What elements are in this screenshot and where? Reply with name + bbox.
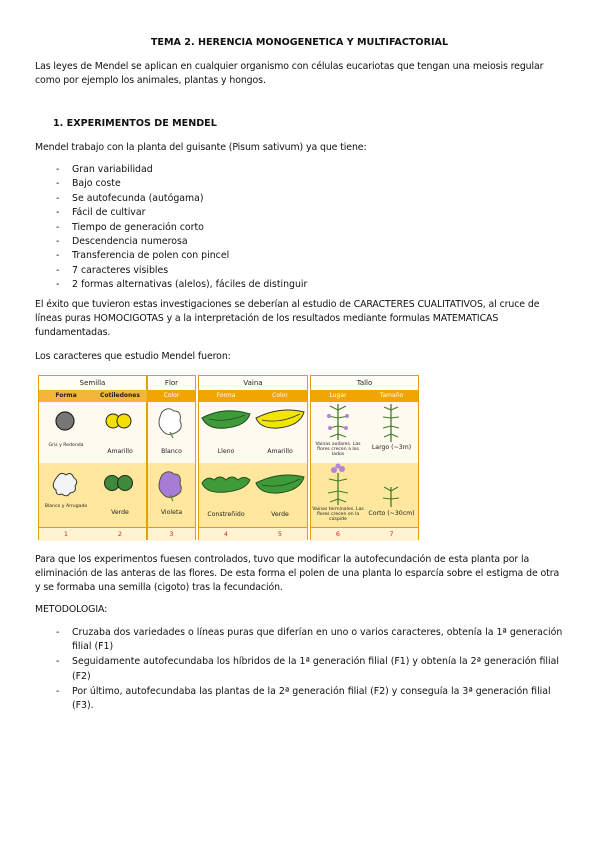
list-item: - Gran variabilidad	[35, 163, 307, 177]
group-flor	[147, 375, 196, 540]
short-stem-plant-icon	[383, 487, 399, 507]
group-header: Semilla	[39, 376, 146, 391]
trait-label: Corto (~30cm)	[368, 510, 415, 517]
trait-label: Largo (~3m)	[371, 444, 412, 451]
character-number: 4	[223, 530, 229, 538]
list-item: - Fácil de cultivar	[35, 206, 307, 220]
list-item: - Seguidamente autofecundaba los híbridos de la 1ª generación filial (F1) y obtenía la 2ª generación filial (F2)	[56, 656, 559, 682]
full-pod-icon	[202, 411, 250, 428]
green-pod-icon	[256, 475, 304, 493]
list-dash: -	[56, 627, 60, 638]
list-item: - 7 caracteres visibles	[35, 264, 307, 278]
character-number: 7	[389, 530, 394, 538]
subheader: Cotiledones	[93, 390, 147, 402]
list-dash: -	[56, 207, 60, 219]
list-dash: -	[56, 164, 60, 175]
trait-label: Amarillo	[267, 448, 293, 455]
terminal-flowers-plant-icon	[328, 464, 348, 506]
pea-reasons-list	[35, 163, 307, 293]
trait-label: Constreñido	[207, 511, 245, 518]
trait-label: Blanco y Arrugado	[44, 504, 88, 509]
character-number: 6	[335, 530, 341, 538]
seed-illustrations-row2	[39, 463, 146, 527]
list-dash: -	[56, 221, 60, 233]
green-cotyledon-icon	[118, 476, 133, 491]
group-tallo	[310, 375, 419, 540]
group-header: Vaina	[199, 376, 307, 391]
success-paragraph: El éxito que tuvieron estas investigaciones se deberían al estudio de CARACTERES CUALITATIVOS, al cruce de líneas puras HOMOCIGOTAS y a la interpretación de los resultados mediante formulas MATEMATICAS fundamentadas.	[35, 299, 540, 339]
trait-label: Gris y Redonda	[48, 443, 84, 448]
list-dash: -	[56, 685, 60, 697]
trait-label: Blanco	[161, 448, 182, 455]
yellow-cotyledon-icon	[117, 414, 131, 428]
list-item: - Tiempo de generación corto	[35, 221, 307, 235]
group-semilla	[38, 375, 147, 540]
trait-label: Verde	[271, 511, 289, 518]
mendel-characters-table	[38, 375, 419, 540]
trait-label: Vainas terminales. Las flores crecen en la cúspide	[312, 507, 364, 523]
list-dash: -	[56, 236, 60, 248]
subheader: Lugar	[311, 390, 365, 402]
tall-stem-plant-icon	[383, 404, 399, 442]
group-header: Tallo	[311, 376, 418, 391]
section-heading-experimentos: 1. EXPERIMENTOS DE MENDEL	[53, 118, 217, 129]
methodology-list	[35, 626, 564, 714]
group-header: Flor	[148, 376, 195, 391]
trait-label: Lleno	[217, 448, 235, 455]
list-item: - Por último, autofecundaba las plantas de la 2ª generación filial (F2) y conseguía la 3ª generación filial (F3).	[56, 685, 551, 712]
list-item: - Se autofecunda (autógama)	[35, 192, 307, 206]
list-dash: -	[56, 178, 60, 190]
list-item: - 2 formas alternativas (alelos), fáciles de distinguir	[35, 278, 307, 292]
characters-intro: Los caracteres que estudio Mendel fueron:	[35, 351, 231, 362]
list-dash: -	[56, 656, 60, 668]
control-paragraph: Para que los experimentos fuesen controlados, tuvo que modificar la autofecundación de esta planta por la eliminación de las anteras de las flores. De esta forma el polen de una planta lo esparcía sobre el estigma de otra y se formaba una semilla (cigoto) tras la fecundación.	[35, 554, 560, 594]
list-dash: -	[56, 192, 60, 204]
mendel-intro-paragraph: Mendel trabajo con la planta del guisante (Pisum sativum) ya que tiene:	[35, 142, 367, 153]
subheader: Forma	[39, 390, 93, 402]
subheader: Forma	[199, 390, 253, 402]
group-vaina	[198, 375, 308, 540]
list-dash: -	[56, 250, 60, 262]
list-dash: -	[56, 264, 60, 276]
constricted-pod-icon	[202, 477, 250, 492]
list-item: - Transferencia de polen con pincel	[35, 249, 307, 263]
character-number: 1	[63, 530, 69, 538]
axial-flowers-plant-icon	[327, 404, 349, 440]
violet-flower-icon	[148, 463, 195, 527]
trait-label: Verde	[111, 509, 129, 516]
methodology-heading: METODOLOGIA:	[35, 604, 108, 615]
list-item: - Cruzaba dos variedades o líneas puras que diferían en uno o varios caracteres, obtenía la 1ª generación filial (F1)	[56, 627, 563, 653]
wrinkled-seed-icon	[53, 473, 77, 495]
document-title: TEMA 2. HERENCIA MONOGENETICA Y MULTIFACTORIAL	[150, 37, 449, 48]
trait-label: Vainas axilares. Las flores crecen a los lados	[315, 442, 361, 458]
subheader: Color	[148, 390, 195, 402]
character-number: 3	[169, 530, 174, 538]
round-seed-icon	[56, 412, 74, 430]
subheader: Tamaño	[365, 390, 418, 402]
character-number: 2	[117, 530, 123, 538]
list-item: - Descendencia numerosa	[35, 235, 307, 249]
character-number: 5	[277, 530, 283, 538]
trait-label: Violeta	[160, 509, 183, 516]
trait-label: Amarillo	[107, 448, 133, 455]
list-item: - Bajo coste	[35, 177, 307, 191]
yellow-pod-icon	[256, 410, 304, 428]
list-dash: -	[56, 279, 60, 291]
intro-paragraph: Las leyes de Mendel se aplican en cualquier organismo con células eucariotas que tengan una meiosis regular como por ejemplo los animales, plantas y hongos.	[35, 61, 544, 87]
subheader: Color	[253, 390, 307, 402]
